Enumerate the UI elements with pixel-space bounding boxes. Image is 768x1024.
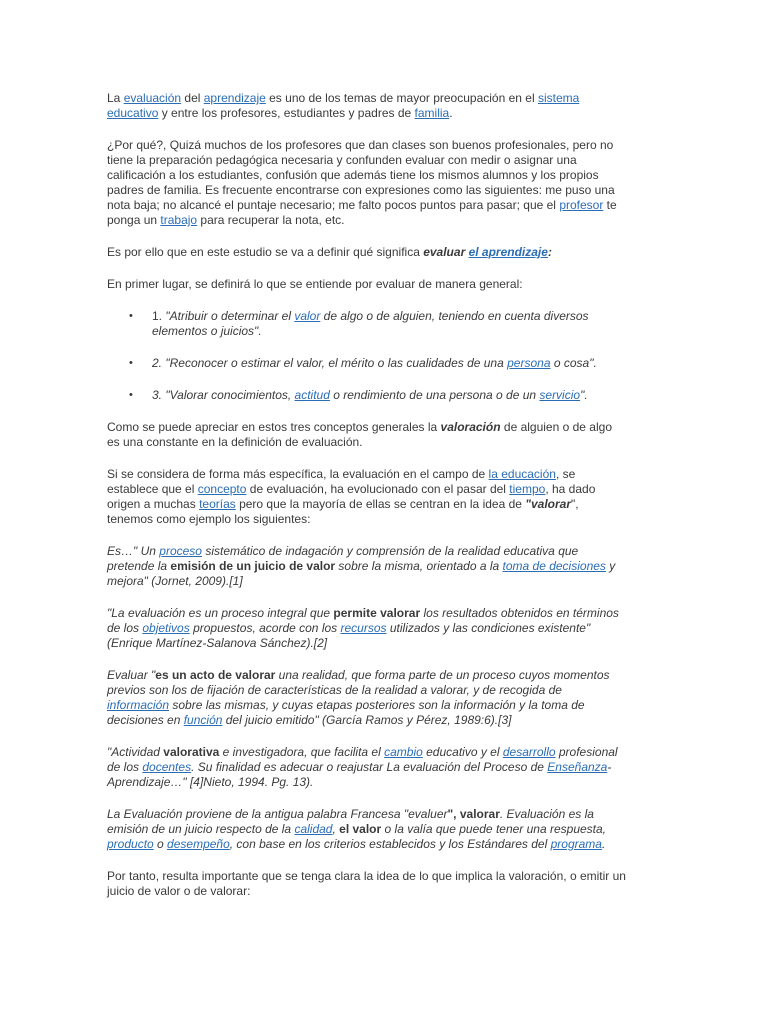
link-calidad[interactable]: calidad [294, 822, 333, 836]
text: , se establece que el [107, 467, 576, 496]
text: es uno de los temas de mayor preocupación en el [265, 91, 538, 105]
text: . Evaluación es la emisión de un juicio respecto de la [107, 807, 594, 836]
text: , con base en los criterios establecidos y los Estándares del [229, 837, 551, 851]
text: o rendimiento de una persona o de un [329, 388, 540, 402]
list-item [129, 388, 627, 403]
text: o cosa". [550, 356, 597, 370]
text: sobre las mismas, y cuyas etapas posteriores son la información y la toma de decisiones en [107, 698, 585, 727]
bold-text: ", valorar [447, 807, 500, 821]
text: propuestos, acorde con los [189, 621, 341, 635]
bullet-icon: • [129, 357, 133, 369]
bold-text: evaluar [423, 245, 466, 259]
link-producto[interactable]: producto [107, 837, 154, 851]
link-funcion[interactable]: función [183, 713, 223, 727]
bullet-icon: • [129, 310, 133, 322]
link-programa[interactable]: programa [550, 837, 602, 851]
text: profesional de los [107, 745, 618, 774]
text: Evaluar " [107, 668, 156, 682]
text: y mejora" (Jornet, 2009).[1] [107, 559, 616, 588]
link-informacion[interactable]: información [107, 698, 170, 712]
link-aprendizaje[interactable]: aprendizaje [203, 91, 266, 105]
bullet-icon: • [129, 389, 133, 401]
text: Si se considera de forma más específica, la evaluación en el campo de [107, 467, 489, 481]
link-la-educacion[interactable]: la educación [488, 467, 556, 481]
definitions-list [107, 309, 627, 403]
bold-text: : [547, 245, 552, 259]
text: . [601, 837, 606, 851]
text: y entre los profesores, estudiantes y padres de [158, 106, 415, 120]
text: , ha dado origen a muchas [107, 482, 596, 511]
bold-text: es un acto de valorar [155, 668, 276, 682]
text: para recuperar la nota, etc. [197, 213, 345, 227]
link-trabajo[interactable]: trabajo [160, 213, 198, 227]
text: utilizados y las condiciones existente" (Enrique Martínez-Salanova Sánchez).[2] [107, 621, 591, 650]
link-valor[interactable]: valor [294, 309, 321, 323]
link-persona[interactable]: persona [507, 356, 551, 370]
link-servicio[interactable]: servicio [539, 388, 581, 402]
text: te ponga un [107, 198, 617, 227]
conclusion-paragraph: Por tanto, resulta importante que se tenga clara la idea de lo que implica la valoración, o emitir un juicio de valor o de valorar: [107, 869, 626, 898]
text: de algo o de alguien, teniendo en cuenta diversos elementos o juicios". [152, 309, 589, 338]
intro-paragraph [107, 91, 627, 121]
valoracion-paragraph [107, 420, 627, 450]
bold-text: valoración [440, 420, 501, 434]
text: Como se puede apreciar en estos tres conceptos generales la [107, 420, 441, 434]
text: una realidad, que forma parte de un proceso cuyos momentos previos son los de fijación de características de la realidad a valorar, y de recogida de [107, 668, 610, 697]
link-profesor[interactable]: profesor [559, 198, 604, 212]
link-objetivos[interactable]: objetivos [142, 621, 190, 635]
text: pero que la mayoría de ellas se centran en la idea de [235, 497, 526, 511]
specific-paragraph [107, 467, 627, 527]
link-docentes[interactable]: docentes [142, 760, 192, 774]
link-desempeno[interactable]: desempeño [167, 837, 230, 851]
quote-etymology [107, 807, 627, 852]
general-definition-paragraph: En primer lugar, se definirá lo que se entiende por evaluar de manera general: [107, 277, 523, 291]
text: e investigadora, que facilita el [219, 745, 385, 759]
text: , [332, 822, 340, 836]
bold-text: el valor [339, 822, 382, 836]
list-item [129, 309, 627, 339]
link-sistema-educativo[interactable]: sistema educativo [107, 91, 580, 120]
quote-garcia-ramos [107, 668, 627, 728]
link-familia[interactable]: familia [414, 106, 450, 120]
link-actitud[interactable]: actitud [294, 388, 330, 402]
definition-intro-paragraph [107, 245, 627, 260]
text: educativo y el [422, 745, 503, 759]
text: o la valía que puede tener una respuesta, [381, 822, 607, 836]
text: del juicio emitido" (García Ramos y Pérez, 1989:6).[3] [222, 713, 512, 727]
text: . Su finalidad es adecuar o reajustar La evaluación del Proceso de [191, 760, 548, 774]
text: de alguien o de algo es una constante en la definición de evaluación. [107, 420, 612, 449]
text: ". [580, 388, 588, 402]
text: del [181, 91, 204, 105]
text: ¿Por qué?, Quizá muchos de los profesores que dan clases son buenos profesionales, pero no tiene la preparación pedagógica necesaria y confunden evaluar con medir o asignar una calificación a los estudiantes, confusión que además tiene los mismos alumnos y los propios padres de familia. Es frecuente encontrarse con expresiones como las siguientes: me puso una nota baja; no alcancé el puntaje necesario; me falto pocos puntos para pasar; que el [107, 138, 615, 212]
text: . [449, 106, 453, 120]
list-number: 1. [152, 309, 166, 323]
link-cambio[interactable]: cambio [384, 745, 423, 759]
list-item [129, 356, 627, 371]
text: Es por ello que en este estudio se va a definir qué significa [107, 245, 424, 259]
link-concepto[interactable]: concepto [197, 482, 247, 496]
bold-text: "valorar [525, 497, 571, 511]
text: "La evaluación es un proceso integral que [107, 606, 334, 620]
text: sobre la misma, orientado a la [335, 559, 503, 573]
text: Es…" Un [107, 544, 160, 558]
text: sistemático de indagación y comprensión de la realidad educativa que pretende la [107, 544, 579, 573]
why-paragraph [107, 138, 627, 228]
link-desarrollo[interactable]: desarrollo [502, 745, 556, 759]
text: 3. "Valorar conocimientos, [152, 388, 295, 402]
text: 2. "Reconocer o estimar el valor, el mérito o las cualidades de una [152, 356, 508, 370]
text: La [107, 91, 124, 105]
text: -Aprendizaje…" [4]Nieto, 1994. Pg. 13). [107, 760, 612, 789]
link-tiempo[interactable]: tiempo [509, 482, 546, 496]
text: La Evaluación proviene de la antigua palabra Francesa "evaluer [107, 807, 448, 821]
text: o [153, 837, 168, 851]
link-proceso[interactable]: proceso [159, 544, 202, 558]
text: de evaluación, ha evolucionado con el pasar del [246, 482, 510, 496]
bold-text: permite valorar [333, 606, 421, 620]
document-body [107, 91, 627, 916]
link-evaluacion[interactable]: evaluación [123, 91, 182, 105]
text: ", tenemos como ejemplo los siguientes: [107, 497, 579, 526]
text: los resultados obtenidos en términos de los [107, 606, 619, 635]
bold-text: valorativa [163, 745, 220, 759]
link-teorias[interactable]: teorías [199, 497, 236, 511]
link-recursos[interactable]: recursos [340, 621, 387, 635]
link-toma-de-decisiones[interactable]: toma de decisiones [502, 559, 606, 573]
quote-martinez [107, 606, 627, 651]
quote-nieto [107, 745, 627, 790]
text: "Actividad [107, 745, 164, 759]
text: "Atribuir o determinar el [165, 309, 295, 323]
link-ensenanza[interactable]: Enseñanza [547, 760, 608, 774]
quote-jornet [107, 544, 627, 589]
link-el-aprendizaje[interactable]: el aprendizaje [468, 245, 548, 259]
bold-text: emisión de un juicio de valor [170, 559, 336, 573]
